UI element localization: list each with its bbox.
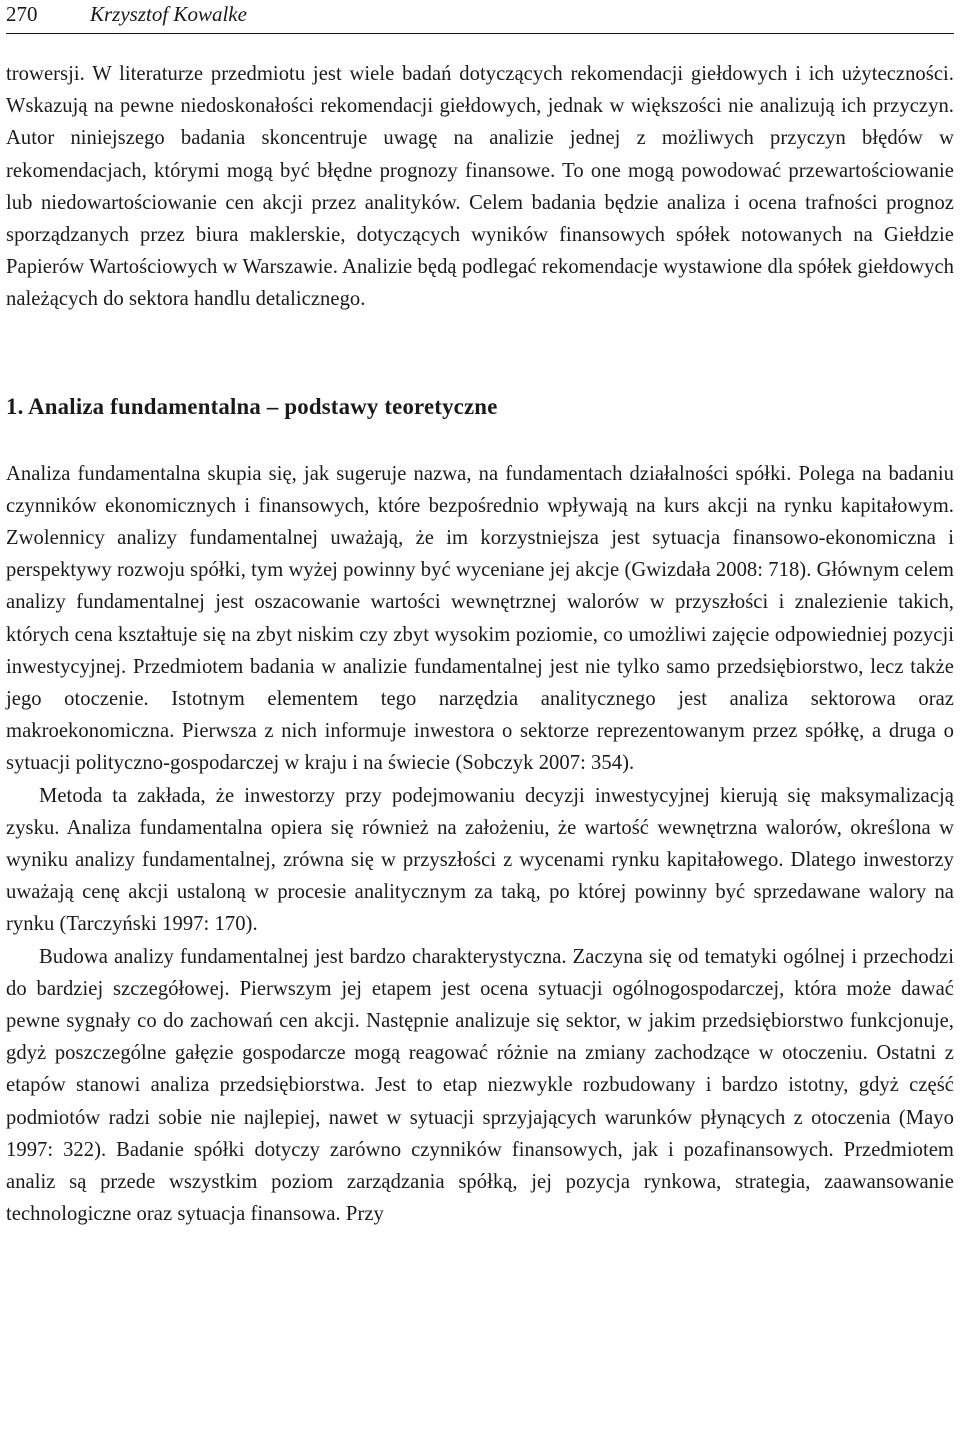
running-header [6,0,954,33]
intro-paragraph: trowersji. W literaturze przedmiotu jest wiele badań dotyczących rekomendacji giełdowych i ich użyteczności. Wskazują na pewne niedoskonałości rekomendacji giełdowych, jednak w większości nie analizują ich przyczyn. Autor niniejszego badania skoncentruje uwagę na analizie jednej z możliwych przyczyn błędów w rekomendacjach, którymi mogą być błędne prognozy finansowe. To one mogą powodować przewartościowanie lub niedowartościowanie cen akcji przez analityków. Celem badania będzie analiza i ocena trafności prognoz sporządzanych przez biura maklerskie, dotyczących wyników finansowych spółek notowanych na Giełdzie Papierów Wartościowych w Warszawie. Analizie będą podlegać rekomendacje wystawione dla spółek giełdowych należących do sektora handlu detalicznego. [6,63,954,311]
body-paragraph: Budowa analizy fundamentalnej jest bardzo charakterystyczna. Zaczyna się od tematyki ogólnej i przechodzi do bardziej szczegółowej. Pierwszym jej etapem jest ocena sytuacji ogólnogospodarczej, która może dawać pewne sygnały co do zachowań cen akcji. Następnie analizuje się sektor, w jakim przedsiębiorstwo funkcjonuje, gdyż poszczególne gałęzie gospodarcze mogą reagować różnie na zmiany zachodzące w otoczeniu. Ostatni z etapów stanowi analiza przedsiębiorstwa. Jest to etap niezwykle rozbudowany i bardzo istotny, gdyż część podmiotów radzi sobie nie najlepiej, nawet w sytuacji sprzyjających warunków płynących z otoczenia (Mayo 1997: 322). Badanie spółki dotyczy zarówno czynników finansowych, jak i pozafinansowych. Przedmiotem analiz są przede wszystkim poziom zarządzania spółką, jej pozycja rynkowa, strategia, zaawansowanie technologiczne oraz sytuacja finansowa. Przy [6,945,954,1226]
body-paragraph: Metoda ta zakłada, że inwestorzy przy podejmowaniu decyzji inwestycyjnej kierują się maksymalizacją zysku. Analiza fundamentalna opiera się również na założeniu, że wartość wewnętrzna walorów, określona w wyniku analizy fundamentalnej, zrówna się w przyszłości z wycenami rynku kapitałowego. Dlatego inwestorzy uważają cenę akcji ustaloną w procesie analitycznym za taką, po której powinny być sprzedawane walory na rynku (Tarczyński 1997: 170). [6,784,954,936]
section-heading: 1. Analiza fundamentalna – podstawy teoretyczne [6,393,498,419]
body-paragraph: Analiza fundamentalna skupia się, jak sugeruje nazwa, na fundamentach działalności spółki. Polega na badaniu czynników ekonomicznych i finansowych, które bezpośrednio wpływają na kurs akcji na rynku kapitałowym. Zwolennicy analizy fundamentalnej uważają, że im korzystniejsza jest sytuacja finansowo-ekonomiczna i perspektywy rozwoju spółki, tym wyżej powinny być wyceniane jej akcje (Gwizdała 2008: 718). Głównym celem analizy fundamentalnej jest oszacowanie wartości wewnętrznej walorów w przyszłości i znalezienie takich, których cena kształtuje się na zbyt niskim czy zbyt wysokim poziomie, co umożliwi zajęcie odpowiedniej pozycji inwestycyjnej. Przedmiotem badania w analizie fundamentalnej jest nie tylko samo przedsiębiorstwo, lecz także jego otoczenie. Istotnym elementem tego narzędzia analitycznego jest analiza sektorowa oraz makroekonomiczna. Pierwsza z nich informuje inwestora o sektorze reprezentowanym przez spółkę, a druga o sytuacji polityczno-gospodarczej w kraju i na świecie (Sobczyk 2007: 354). [6,462,954,775]
page-number: 270 [6,2,38,26]
running-header-author: Krzysztof Kowalke [90,2,247,26]
header-divider [6,33,954,34]
